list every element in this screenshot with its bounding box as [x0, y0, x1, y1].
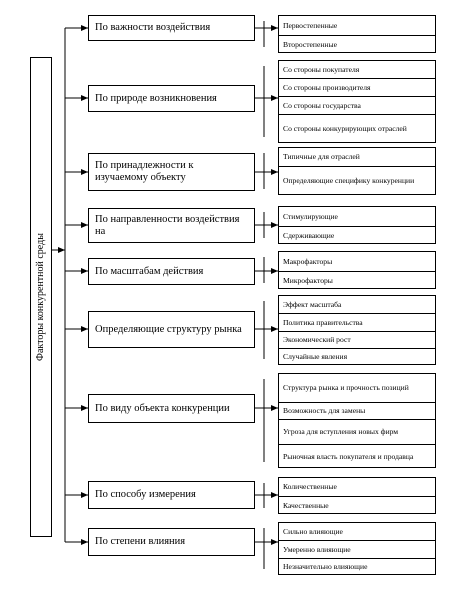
subfactor-group-measurement — [278, 477, 436, 514]
subfactor-arrowhead — [271, 268, 278, 274]
category-arrowhead — [81, 95, 88, 101]
category-box-origin — [88, 85, 255, 112]
category-arrowhead — [81, 326, 88, 332]
category-box-measurement — [88, 481, 255, 509]
subfactor-arrowhead — [271, 169, 278, 175]
subfactor-group-affiliation — [278, 147, 436, 195]
subfactor-item: Рыночная власть покупателя и продавца — [279, 444, 435, 468]
subfactor-item: Качественные — [279, 496, 435, 514]
subfactor-item: Сильно влияющие — [283, 526, 343, 536]
subfactor-item: Эффект масштаба — [283, 299, 342, 309]
subfactor-item: Сдерживающие — [279, 226, 435, 244]
subfactor-arrowhead — [271, 326, 278, 332]
subfactor-item: Со стороны конкурирующих отраслей — [279, 114, 435, 143]
subfactor-arrowhead — [271, 492, 278, 498]
category-arrowhead — [81, 169, 88, 175]
subfactor-item: Количественные — [283, 482, 337, 492]
subfactor-item: Первостепенные — [283, 20, 338, 30]
subfactor-arrowhead — [271, 25, 278, 31]
subfactor-item: Угроза для вступления новых фирм — [279, 419, 435, 444]
subfactor-item: Структура рынка и прочность позиций — [283, 383, 409, 393]
category-label: По виду объекта конкуренции — [95, 402, 230, 414]
subfactor-item: Определяющие специфику конкуренции — [279, 166, 435, 195]
subfactor-group-influence — [278, 522, 436, 575]
category-label: По степени влияния — [95, 536, 186, 548]
category-label: Определяющие структуру рынка — [95, 323, 242, 335]
subfactor-group-direction — [278, 206, 436, 244]
subfactor-item: Экономический рост — [279, 331, 435, 348]
category-arrowhead — [81, 539, 88, 545]
subfactor-group-market-structure — [278, 295, 436, 365]
subfactor-item: Со стороны производителя — [279, 78, 435, 96]
category-box-direction — [88, 208, 255, 243]
subfactor-arrowhead — [271, 539, 278, 545]
subfactor-arrowhead — [271, 405, 278, 411]
category-arrowhead — [81, 492, 88, 498]
subfactor-item: Политика правительства — [279, 313, 435, 331]
subfactor-group-scale — [278, 251, 436, 289]
subfactor-group-importance — [278, 15, 436, 53]
subfactor-item: Умеренно влияющие — [279, 540, 435, 558]
category-arrowhead — [81, 405, 88, 411]
subfactor-item: Типичные для отраслей — [283, 152, 360, 162]
category-box-importance — [88, 15, 255, 41]
category-box-influence — [88, 528, 255, 556]
subfactor-arrowhead — [271, 222, 278, 228]
subfactor-item: Микрофакторы — [279, 271, 435, 289]
subfactor-item: Возможность для замены — [279, 402, 435, 419]
category-box-affiliation — [88, 153, 255, 191]
subfactor-item: Со стороны покупателя — [283, 64, 360, 74]
subfactor-item: Макрофакторы — [283, 256, 333, 266]
subfactor-item: Второстепенные — [279, 35, 435, 53]
category-arrowhead — [81, 268, 88, 274]
category-label: По природе возникновения — [95, 92, 217, 104]
subfactor-item: Незначительно влияющие — [279, 558, 435, 575]
subfactor-arrowhead — [271, 95, 278, 101]
category-label: По направленности воздействия на — [95, 213, 240, 237]
category-arrowhead — [81, 222, 88, 228]
subfactor-item: Стимулирующие — [283, 211, 338, 221]
category-arrowhead — [81, 25, 88, 31]
category-label: По масштабам действия — [95, 265, 204, 277]
root-arrowhead — [58, 247, 65, 253]
category-label: По принадлежности к изучаемому объекту — [95, 160, 194, 183]
category-box-market-structure — [88, 311, 255, 348]
subfactor-group-competition-object — [278, 373, 436, 468]
category-box-competition-object — [88, 394, 255, 423]
subfactor-item: Случайные явления — [279, 348, 435, 365]
category-box-scale — [88, 258, 255, 285]
subfactor-item: Со стороны государства — [279, 96, 435, 114]
root-label: Факторы конкурентной среды — [35, 233, 46, 361]
subfactor-group-origin — [278, 60, 436, 143]
category-label: По важности воздействия — [95, 22, 211, 34]
category-label: По способу измерения — [95, 489, 196, 501]
